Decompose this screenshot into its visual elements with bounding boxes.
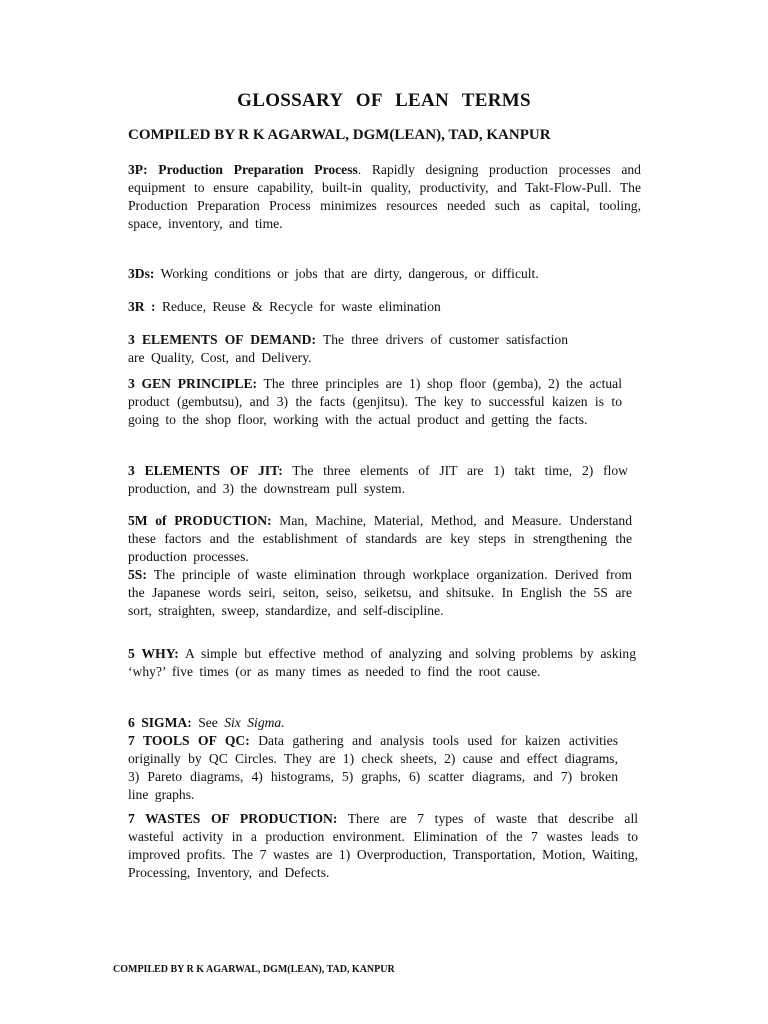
entry-term: 7 WASTES OF PRODUCTION: <box>128 811 338 826</box>
entry-5m-of-production <box>128 512 632 566</box>
entry-definition: See <box>191 715 225 730</box>
entry-7-wastes-of-production <box>128 810 638 882</box>
entry-term: 3 ELEMENTS OF JIT: <box>128 463 283 478</box>
entry-term: 7 TOOLS OF QC: <box>128 733 250 748</box>
entry-term: 3Ds: <box>128 266 155 281</box>
entry-3-elements-of-demand <box>128 331 568 367</box>
entry-definition: The three principles are 1) shop floor (gemba), 2) the actual product (gembutsu), and 3) the facts (genjitsu). The key to successful kaizen is to going to the shop floor, working with the actual product and getting the facts. <box>128 376 622 427</box>
entry-definition: A simple but effective method of analyzing and solving problems by asking ‘why?’ five times (or as many times as needed to find the root cause. <box>128 646 636 679</box>
entry-3r <box>128 298 641 316</box>
entry-definition: There are 7 types of waste that describe all wasteful activity in a production environment. Elimination of the 7 wastes leads to improved profits. The 7 wastes are 1) Overproduction, Transportation, Motion, Waiting, Processing, Inventory, and Defects. <box>128 811 638 880</box>
entry-definition: The three elements of JIT are 1) takt time, 2) flow production, and 3) the downstream pull system. <box>128 463 628 496</box>
entry-3-elements-of-jit <box>128 462 628 498</box>
entry-5s <box>128 566 632 620</box>
entry-definition: Reduce, Reuse & Recycle for waste elimination <box>155 299 441 314</box>
entry-term: 3P: Production Preparation Process <box>128 162 358 177</box>
entry-definition: Man, Machine, Material, Method, and Measure. Understand these factors and the establishment of standards are key steps in strengthening the production processes. <box>128 513 633 564</box>
entry-definition: The three drivers of customer satisfaction are Quality, Cost, and Delivery. <box>128 332 568 365</box>
entry-cross-reference: Six Sigma. <box>224 715 285 730</box>
entry-definition: The principle of waste elimination through workplace organization. Derived from the Japanese words seiri, seiton, seiso, seiketsu, and shitsuke. In English the 5S are sort, straighten, sweep, standardize, and self-discipline. <box>128 567 632 618</box>
entry-definition: Working conditions or jobs that are dirty, dangerous, or difficult. <box>154 266 539 281</box>
entry-5-why <box>128 645 636 681</box>
entry-term: 6 SIGMA: <box>128 715 192 730</box>
entry-term: 5 WHY: <box>128 646 179 661</box>
page-title: GLOSSARY OF LEAN TERMS <box>237 90 531 111</box>
entry-term: 3 ELEMENTS OF DEMAND: <box>128 332 316 347</box>
entry-7-tools-of-qc <box>128 732 618 804</box>
entry-6-sigma <box>128 714 641 732</box>
compiled-by-heading: COMPILED BY R K AGARWAL, DGM(LEAN), TAD, KANPUR <box>128 127 551 143</box>
entry-definition: . Rapidly designing production processes and equipment to ensure capability, built-in quality, productivity, and Takt-Flow-Pull. The Production Preparation Process minimizes resources needed such as capital, tooling, space, inventory, and time. <box>128 162 641 231</box>
entry-term: 3R : <box>128 299 156 314</box>
entry-term: 5M of PRODUCTION: <box>128 513 272 528</box>
entry-definition: Data gathering and analysis tools used for kaizen activities originally by QC Circles. They are 1) check sheets, 2) cause and effect diagrams, 3) Pareto diagrams, 4) histograms, 5) graphs, 6) scatter diagrams, and 7) broken line graphs. <box>128 733 618 802</box>
entry-3ds <box>128 265 641 283</box>
entry-term: 5S: <box>128 567 147 582</box>
entry-term: 3 GEN PRINCIPLE: <box>128 376 258 391</box>
entry-3p <box>128 161 641 233</box>
entry-3-gen-principle <box>128 375 622 429</box>
page-footer: COMPILED BY R K AGARWAL, DGM(LEAN), TAD, KANPUR <box>113 964 395 975</box>
